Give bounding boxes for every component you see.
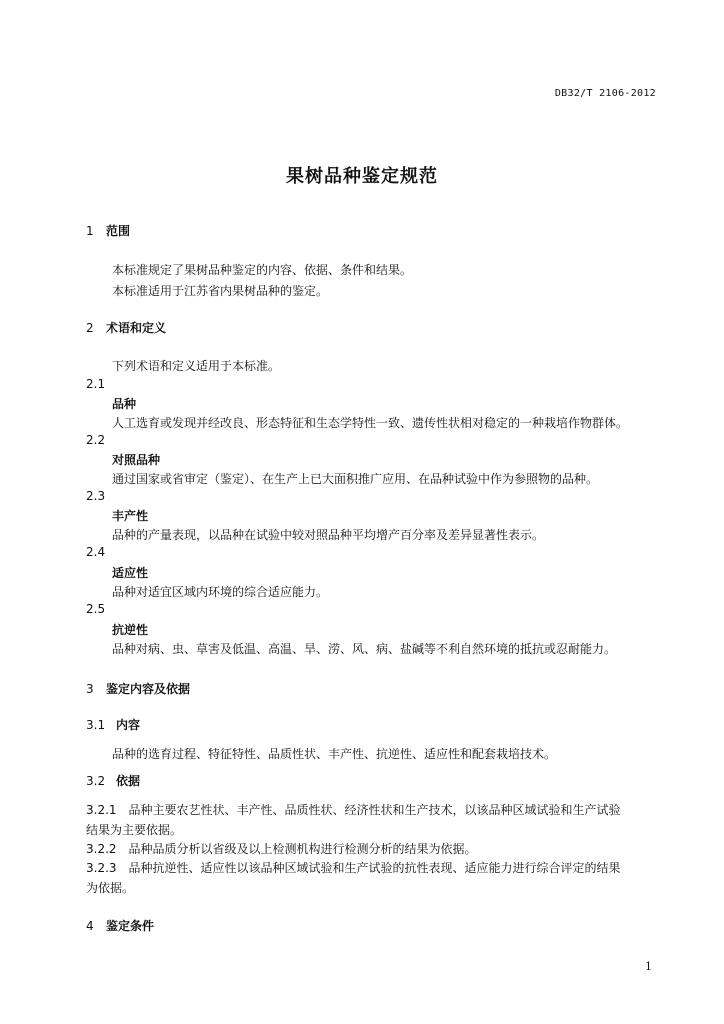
clause-paragraph: 3.2.2 品种品质分析以省级及以上检测机构进行检测分析的结果为依据。	[86, 842, 477, 856]
clause-number: 2.4	[86, 545, 106, 559]
paragraph: 本标准规定了果树品种鉴定的内容、依据、条件和结果。	[112, 263, 413, 277]
subsection-title: 内容	[116, 718, 141, 732]
section-1-heading	[86, 222, 130, 239]
section-4-heading	[86, 917, 154, 934]
term-definition: 品种对病、虫、草害及低温、高温、旱、涝、风、病、盐碱等不利自然环境的抵抗或忍耐能力。	[112, 642, 617, 656]
section-number: 3	[86, 682, 94, 696]
clause-paragraph-continuation: 为依据。	[86, 881, 135, 895]
section-number: 4	[86, 919, 94, 933]
section-3-heading	[86, 680, 190, 697]
section-title: 范围	[106, 224, 131, 238]
clause-number: 2.1	[86, 377, 106, 391]
document-title: 果树品种鉴定规范	[286, 166, 438, 187]
section-title: 鉴定内容及依据	[106, 682, 191, 696]
term-definition: 通过国家或省审定（鉴定）、在生产上已大面积推广应用、在品种试验中作为参照物的品种。	[112, 472, 599, 486]
subsection-3-2-heading	[86, 772, 140, 789]
section-2-heading	[86, 319, 166, 336]
page-number: 1	[645, 960, 652, 973]
clause-number: 2.3	[86, 489, 106, 503]
term-definition: 品种的产量表现，以品种在试验中较对照品种平均增产百分率及差异显著性表示。	[112, 528, 545, 542]
subsection-title: 依据	[116, 774, 141, 788]
term: 对照品种	[112, 453, 161, 467]
subsection-3-1-heading	[86, 716, 140, 733]
clause-paragraph-continuation: 结果为主要依据。	[86, 823, 183, 837]
term-definition: 品种对适宜区域内环境的综合适应能力。	[112, 585, 329, 599]
paragraph: 本标准适用于江苏省内果树品种的鉴定。	[112, 284, 329, 298]
term-definition: 人工选育或发现并经改良、形态特征和生态学特性一致、遗传性状相对稳定的一种栽培作物群体。	[112, 416, 629, 430]
paragraph: 品种的选育过程、特征特性、品质性状、丰产性、抗逆性、适应性和配套栽培技术。	[112, 747, 557, 761]
term: 适应性	[112, 566, 149, 580]
subsection-number: 3.2	[86, 774, 106, 788]
section-title: 鉴定条件	[106, 919, 155, 933]
term: 抗逆性	[112, 623, 149, 637]
clause-paragraph: 3.2.1 品种主要农艺性状、丰产性、品质性状、经济性状和生产技术，以该品种区域试验和生产试验	[86, 803, 621, 817]
section-title: 术语和定义	[106, 321, 167, 335]
clause-number: 2.2	[86, 433, 106, 447]
paragraph: 下列术语和定义适用于本标准。	[112, 359, 281, 373]
term: 品种	[112, 397, 137, 411]
clause-paragraph: 3.2.3 品种抗逆性、适应性以该品种区域试验和生产试验的抗性表现、适应能力进行综合评定的结果	[86, 861, 621, 875]
section-number: 1	[86, 224, 94, 238]
term: 丰产性	[112, 509, 149, 523]
section-number: 2	[86, 321, 94, 335]
subsection-number: 3.1	[86, 718, 106, 732]
document-number: DB32/T 2106-2012	[554, 88, 656, 99]
clause-number: 2.5	[86, 602, 106, 616]
